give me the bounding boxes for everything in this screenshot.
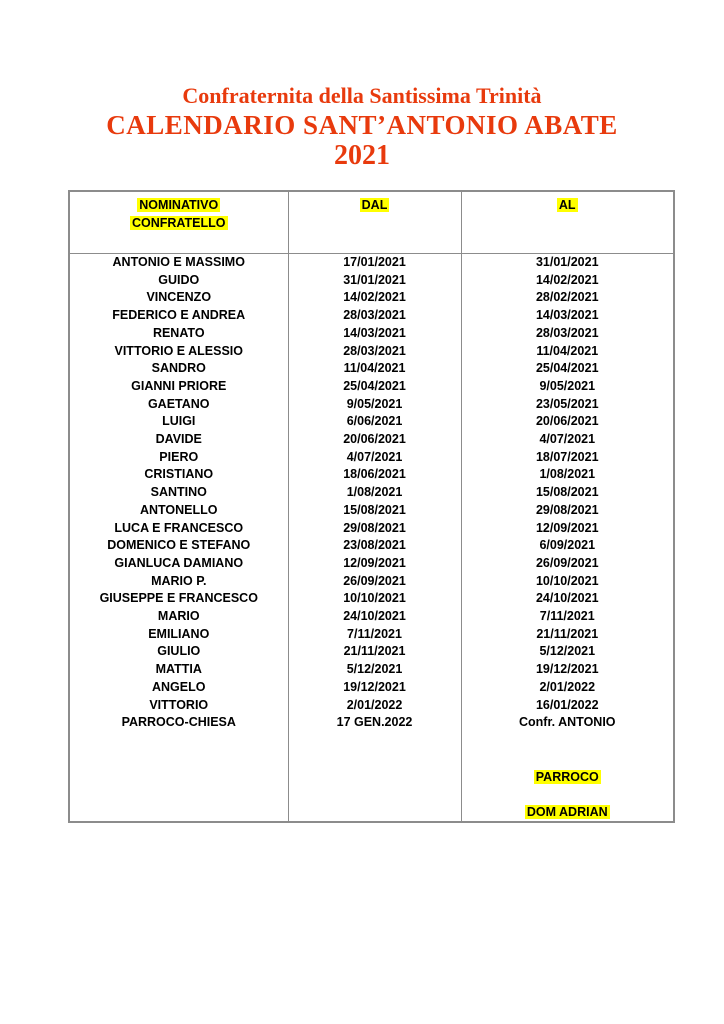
table-row <box>69 679 674 697</box>
table-row <box>69 661 674 679</box>
cell-nominativo: GUIDO <box>158 272 200 287</box>
table-row <box>69 555 674 573</box>
table-row <box>69 272 674 290</box>
cell-dal: 28/03/2021 <box>288 343 461 361</box>
cell-al: 11/04/2021 <box>461 343 674 361</box>
cell-al: 14/03/2021 <box>461 307 674 325</box>
cell-nominativo: PARROCO-CHIESA <box>121 715 236 730</box>
cell-al: 12/09/2021 <box>461 520 674 538</box>
table-row <box>69 307 674 325</box>
cell-dal: 14/03/2021 <box>288 325 461 343</box>
cell-al: 28/03/2021 <box>461 325 674 343</box>
cell-al: 4/07/2021 <box>461 431 674 449</box>
header-row <box>69 191 674 254</box>
cell-al: 10/10/2021 <box>461 573 674 591</box>
cell-al: 25/04/2021 <box>461 360 674 378</box>
footer-empty-cell-1 <box>69 732 288 822</box>
cell-dal: 17/01/2021 <box>288 254 461 272</box>
dom-adrian-line <box>462 803 674 821</box>
table-row <box>69 254 674 272</box>
table-row <box>69 413 674 431</box>
cell-dal: 15/08/2021 <box>288 502 461 520</box>
cell-nominativo: DOMENICO E STEFANO <box>107 538 251 553</box>
table-row <box>69 520 674 538</box>
cell-nominativo: ANTONELLO <box>139 502 218 517</box>
cell-nominativo: FEDERICO E ANDREA <box>112 308 246 323</box>
cell-dal: 25/04/2021 <box>288 378 461 396</box>
cell-al: 24/10/2021 <box>461 590 674 608</box>
cell-al: Confr. ANTONIO <box>461 714 674 732</box>
table-row <box>69 431 674 449</box>
cell-nominativo: VINCENZO <box>146 290 212 305</box>
cell-al: 26/09/2021 <box>461 555 674 573</box>
cell-dal: 31/01/2021 <box>288 272 461 290</box>
dom-adrian-label: DOM ADRIAN <box>526 804 608 819</box>
table-row <box>69 502 674 520</box>
cell-al: 19/12/2021 <box>461 661 674 679</box>
table-row <box>69 714 674 732</box>
table-row <box>69 325 674 343</box>
header-nominativo-confratello <box>69 191 288 254</box>
table-row <box>69 449 674 467</box>
cell-nominativo: CRISTIANO <box>144 467 214 482</box>
cell-nominativo: GIANNI PRIORE <box>131 378 227 393</box>
table-row <box>69 573 674 591</box>
cell-nominativo: SANTINO <box>150 485 207 500</box>
cell-dal: 14/02/2021 <box>288 289 461 307</box>
parroco-line <box>462 768 674 786</box>
cell-al: 31/01/2021 <box>461 254 674 272</box>
cell-dal: 18/06/2021 <box>288 466 461 484</box>
cell-nominativo: LUCA E FRANCESCO <box>114 520 244 535</box>
cell-al: 20/06/2021 <box>461 413 674 431</box>
cell-dal: 7/11/2021 <box>288 626 461 644</box>
cell-nominativo: EMILIANO <box>148 626 210 641</box>
footer-row <box>69 732 674 822</box>
cell-dal: 24/10/2021 <box>288 608 461 626</box>
cell-dal: 1/08/2021 <box>288 484 461 502</box>
cell-dal: 20/06/2021 <box>288 431 461 449</box>
cell-al: 29/08/2021 <box>461 502 674 520</box>
calendar-table <box>68 190 675 823</box>
cell-al: 9/05/2021 <box>461 378 674 396</box>
table-row <box>69 697 674 715</box>
cell-al: 28/02/2021 <box>461 289 674 307</box>
footer-empty-cell-2 <box>288 732 461 822</box>
cell-al: 16/01/2022 <box>461 697 674 715</box>
calendar-rows <box>69 254 674 732</box>
table-row <box>69 484 674 502</box>
cell-nominativo: GAETANO <box>147 396 210 411</box>
document-title <box>0 82 724 171</box>
cell-dal: 9/05/2021 <box>288 396 461 414</box>
table-row <box>69 289 674 307</box>
cell-nominativo: GIANLUCA DAMIANO <box>114 555 244 570</box>
cell-dal: 11/04/2021 <box>288 360 461 378</box>
cell-dal: 4/07/2021 <box>288 449 461 467</box>
cell-dal: 5/12/2021 <box>288 661 461 679</box>
parroco-label: PARROCO <box>535 769 599 784</box>
cell-nominativo: PIERO <box>159 449 199 464</box>
table-row <box>69 590 674 608</box>
cell-dal: 26/09/2021 <box>288 573 461 591</box>
cell-nominativo: SANDRO <box>151 361 206 376</box>
cell-nominativo: GIUSEPPE E FRANCESCO <box>99 591 258 606</box>
header-confratello-label: CONFRATELLO <box>131 216 226 230</box>
cell-dal: 12/09/2021 <box>288 555 461 573</box>
header-nominativo-label: NOMINATIVO <box>139 198 219 212</box>
cell-al: 18/07/2021 <box>461 449 674 467</box>
cell-nominativo: ANGELO <box>152 679 206 694</box>
table-row <box>69 360 674 378</box>
cell-al: 21/11/2021 <box>461 626 674 644</box>
title-line-1: Confraternita della Santissima Trinità <box>182 83 542 108</box>
cell-nominativo: VITTORIO <box>149 697 209 712</box>
table-row <box>69 537 674 555</box>
footer-signature-cell <box>461 732 674 822</box>
cell-al: 1/08/2021 <box>461 466 674 484</box>
cell-dal: 23/08/2021 <box>288 537 461 555</box>
cell-dal: 2/01/2022 <box>288 697 461 715</box>
cell-nominativo: MATTIA <box>155 662 202 677</box>
title-line-2: CALENDARIO SANT’ANTONIO ABATE <box>106 110 618 140</box>
table-row <box>69 608 674 626</box>
cell-al: 23/05/2021 <box>461 396 674 414</box>
title-line-3: 2021 <box>334 140 390 171</box>
cell-al: 6/09/2021 <box>461 537 674 555</box>
cell-dal: 19/12/2021 <box>288 679 461 697</box>
cell-al: 7/11/2021 <box>461 608 674 626</box>
cell-dal: 17 GEN.2022 <box>288 714 461 732</box>
cell-nominativo: DAVIDE <box>155 432 202 447</box>
cell-al: 5/12/2021 <box>461 643 674 661</box>
header-al <box>461 191 674 254</box>
cell-dal: 29/08/2021 <box>288 520 461 538</box>
cell-nominativo: VITTORIO E ALESSIO <box>114 343 243 358</box>
table-row <box>69 466 674 484</box>
cell-nominativo: MARIO P. <box>151 573 207 588</box>
table-row <box>69 396 674 414</box>
cell-nominativo: LUIGI <box>162 414 196 429</box>
cell-dal: 10/10/2021 <box>288 590 461 608</box>
cell-nominativo: GIULIO <box>157 644 201 659</box>
header-dal <box>288 191 461 254</box>
table-row <box>69 378 674 396</box>
cell-nominativo: RENATO <box>152 325 205 340</box>
cell-nominativo: ANTONIO E MASSIMO <box>112 255 245 269</box>
cell-dal: 6/06/2021 <box>288 413 461 431</box>
cell-al: 14/02/2021 <box>461 272 674 290</box>
cell-dal: 28/03/2021 <box>288 307 461 325</box>
cell-dal: 21/11/2021 <box>288 643 461 661</box>
table-row <box>69 626 674 644</box>
header-dal-label: DAL <box>361 198 388 212</box>
table-row <box>69 343 674 361</box>
cell-al: 2/01/2022 <box>461 679 674 697</box>
table-row <box>69 643 674 661</box>
cell-al: 15/08/2021 <box>461 484 674 502</box>
cell-nominativo: MARIO <box>157 609 200 624</box>
header-al-label: AL <box>558 198 576 212</box>
